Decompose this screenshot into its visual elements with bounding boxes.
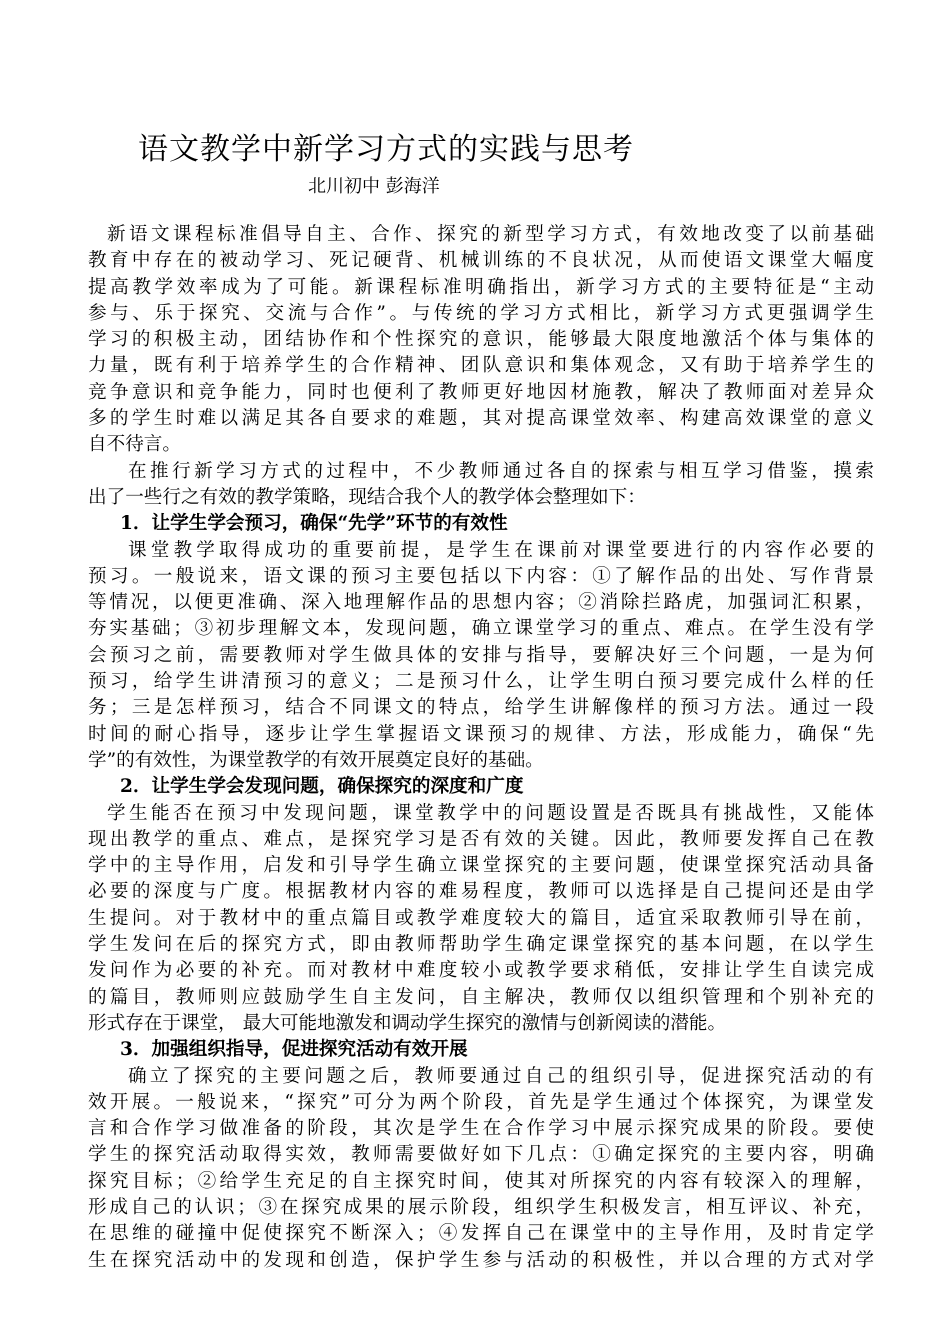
section-heading: 1．让学生学会预习，确保“先学”环节的有效性 [120, 513, 508, 535]
paragraph-line: 预习。一般说来，语文课的预习主要包括以下内容：①了解作品的出处、写作背景 [88, 565, 874, 587]
paragraph-line: 学习的积极主动，团结协作和个性探究的意识，能够最大限度地激活个体与集体的 [88, 329, 874, 351]
paragraph-line: 形式存在于课堂， 最大可能地激发和调动学生探究的激情与创新阅读的潜能。 [88, 1012, 727, 1034]
paragraph-line: 竞争意识和竞争能力，同时也便利了教师更好地因材施教，解决了教师面对差异众 [88, 381, 874, 403]
paragraph-line: 等情况，以便更准确、深入地理解作品的思想内容；②消除拦路虎，加强词汇积累， [88, 592, 874, 614]
paragraph-line: 课堂教学取得成功的重要前提，是学生在课前对课堂要进行的内容作必要的 [128, 539, 874, 561]
paragraph-line: 学中的主导作用，启发和引导学生确立课堂探究的主要问题，使课堂探究活动具备 [88, 855, 874, 877]
paragraph-line: 新语文课程标准倡导自主、合作、探究的新型学习方式，有效地改变了以前基础 [107, 224, 874, 245]
paragraph-line: 参与、乐于探究、交流与合作”。与传统的学习方式相比，新学习方式更强调学生 [88, 302, 874, 324]
paragraph-line: 在思维的碰撞中促使探究不断深入；④发挥自己在课堂中的主导作用，及时肯定学 [88, 1223, 874, 1245]
paragraph-line: 形成自己的认识；③在探究成果的展示阶段，组织学生积极发言，相互评议、补充， [88, 1196, 874, 1218]
paragraph-line: 必要的深度与广度。根据教材内容的难易程度，教师可以选择是自己提问还是由学 [88, 881, 874, 903]
paragraph-line: 发问作为必要的补充。而对教材中难度较小或教学要求稍低，安排让学生自读完成 [88, 960, 874, 982]
paragraph-line: 现出教学的重点、难点，是探究学习是否有效的关键。因此，教师要发挥自己在教 [88, 828, 874, 850]
paragraph-line: 效开展。一般说来，“探究”可分为两个阶段，首先是学生通过个体探究，为课堂发 [88, 1091, 874, 1113]
paragraph-line: 提高教学效率成为了可能。新课程标准明确指出，新学习方式的主要特征是“主动 [88, 276, 874, 298]
paragraph-line: 教育中存在的被动学习、死记硬背、机械训练的不良状况，从而使语文课堂大幅度 [88, 250, 874, 272]
paragraph-line: 出了一些行之有效的教学策略，现结合我个人的教学体会整理如下： [88, 486, 646, 508]
paragraph-line: 学生发问在后的探究方式，即由教师帮助学生确定课堂探究的基本问题，在以学生 [88, 934, 874, 956]
paragraph-line: 时间的耐心指导，逐步让学生掌握语文课预习的规律、方法，形成能力，确保“先 [88, 723, 874, 745]
document-author: 北川初中 彭海洋 [308, 176, 440, 197]
paragraph-line: 言和合作学习做准备的阶段，其次是学生在合作学习中展示探究成果的阶段。要使 [88, 1118, 874, 1140]
paragraph-line: 务；三是怎样预习，结合不同课文的特点，给学生讲解像样的预习方法。通过一段 [88, 697, 874, 719]
section-heading: 3．加强组织指导，促进探究活动有效开展 [120, 1039, 468, 1061]
paragraph-line: 自不待言。 [88, 434, 181, 456]
paragraph-line: 在推行新学习方式的过程中，不少教师通过各自的探索与相互学习借鉴，摸索 [128, 460, 874, 482]
paragraph-line: 探究目标；②给学生充足的自主探究时间，使其对所探究的内容有较深入的理解， [88, 1170, 874, 1192]
paragraph-line: 学生的探究活动取得实效，教师需要做好如下几点：①确定探究的主要内容，明确 [88, 1144, 874, 1166]
paragraph-line: 夯实基础；③初步理解文本，发现问题，确立课堂学习的重点、难点。在学生没有学 [88, 618, 874, 640]
paragraph-line: 多的学生时难以满足其各自要求的难题，其对提高课堂效率、构建高效课堂的意义 [88, 408, 874, 430]
paragraph-line: 的篇目，教师则应鼓励学生自主发问，自主解决，教师仅以组织管理和个别补充的 [88, 986, 874, 1008]
paragraph-line: 预习，给学生讲清预习的意义；二是预习什么，让学生明白预习要完成什么样的任 [88, 671, 874, 693]
paragraph-line: 学生能否在预习中发现问题，课堂教学中的问题设置是否既具有挑战性，又能体 [107, 802, 874, 824]
section-heading: 2．让学生学会发现问题，确保探究的深度和广度 [120, 776, 524, 798]
document-body [88, 222, 874, 1274]
paragraph-line: 会预习之前，需要教师对学生做具体的安排与指导，要解决好三个问题，一是为何 [88, 644, 874, 666]
paragraph-line: 确立了探究的主要问题之后，教师要通过自己的组织引导，促进探究活动的有 [128, 1065, 874, 1087]
paragraph-line: 生在探究活动中的发现和创造，保护学生参与活动的积极性，并以合理的方式对学 [88, 1249, 874, 1271]
paragraph-line: 力量，既有利于培养学生的合作精神、团队意识和集体观念，又有助于培养学生的 [88, 355, 874, 377]
paragraph-line: 生提问。对于教材中的重点篇目或教学难度较大的篇目，适宜采取教师引导在前， [88, 907, 874, 929]
paragraph-line: 学”的有效性，为课堂教学的有效开展奠定良好的基础。 [88, 749, 544, 771]
document-title: 语文教学中新学习方式的实践与思考 [138, 132, 634, 167]
